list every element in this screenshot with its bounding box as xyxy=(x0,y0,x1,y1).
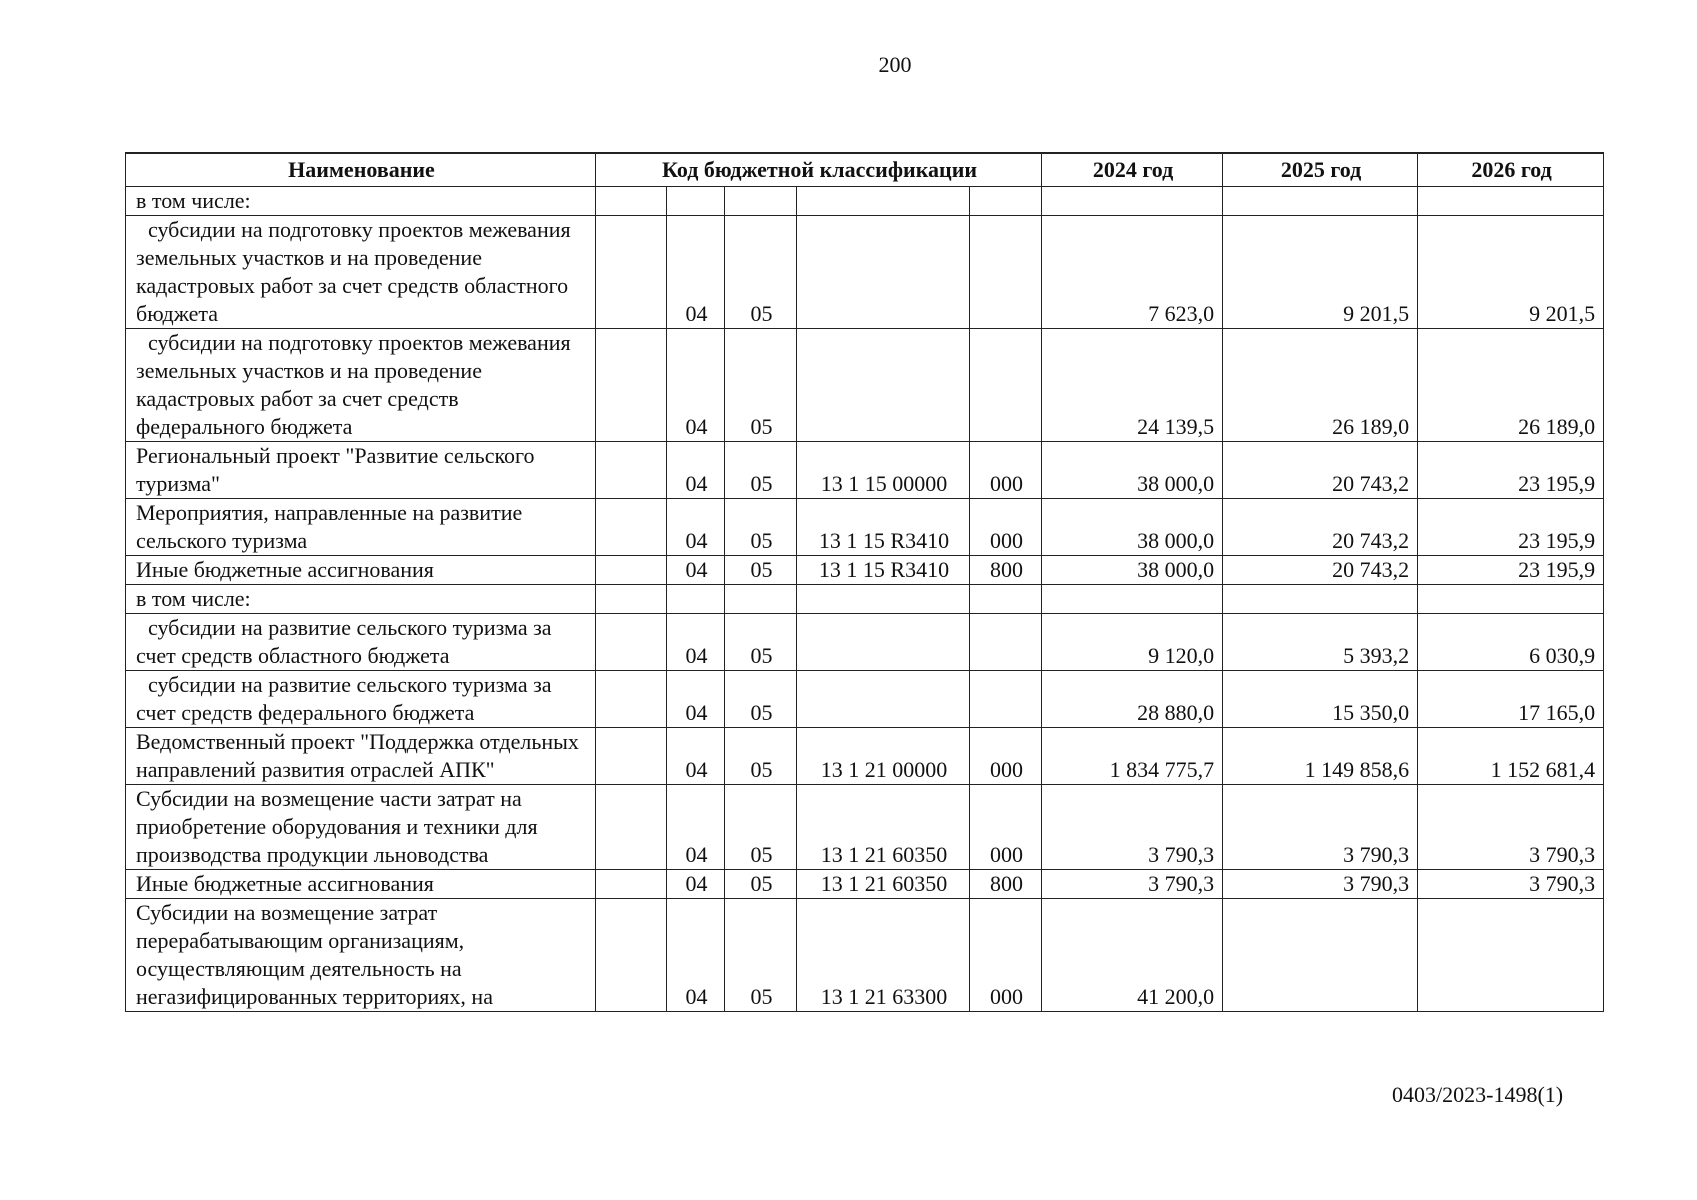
row-code-c4 xyxy=(797,187,970,216)
row-code-c2 xyxy=(667,585,725,614)
header-2026: 2026 год xyxy=(1418,153,1604,187)
header-2024: 2024 год xyxy=(1042,153,1223,187)
row-code-c3: 05 xyxy=(725,671,797,728)
row-value-2024: 28 880,0 xyxy=(1042,671,1223,728)
row-code-c2: 04 xyxy=(667,899,725,1012)
table-row xyxy=(126,899,1604,1012)
table-row xyxy=(126,216,1604,329)
row-code-c4 xyxy=(797,614,970,671)
row-value-2024: 38 000,0 xyxy=(1042,499,1223,556)
row-code-c1 xyxy=(596,585,667,614)
row-code-c4 xyxy=(797,329,970,442)
row-code-c5 xyxy=(970,216,1042,329)
row-code-c4 xyxy=(797,585,970,614)
table-row xyxy=(126,870,1604,899)
row-code-c5 xyxy=(970,329,1042,442)
table-row xyxy=(126,442,1604,499)
row-code-c5: 000 xyxy=(970,499,1042,556)
row-value-2024: 7 623,0 xyxy=(1042,216,1223,329)
row-value-2025: 20 743,2 xyxy=(1223,442,1418,499)
row-value-2024 xyxy=(1042,585,1223,614)
row-value-2025 xyxy=(1223,585,1418,614)
row-value-2024: 41 200,0 xyxy=(1042,899,1223,1012)
row-value-2026: 6 030,9 xyxy=(1418,614,1604,671)
row-code-c3: 05 xyxy=(725,899,797,1012)
row-value-2026: 17 165,0 xyxy=(1418,671,1604,728)
row-code-c5 xyxy=(970,187,1042,216)
row-code-c1 xyxy=(596,329,667,442)
row-value-2025 xyxy=(1223,899,1418,1012)
row-code-c5: 000 xyxy=(970,785,1042,870)
header-name: Наименование xyxy=(126,153,596,187)
row-code-c5 xyxy=(970,614,1042,671)
row-name-cell: Мероприятия, направленные на развитие сельского туризма xyxy=(126,499,596,556)
row-code-c1 xyxy=(596,187,667,216)
row-value-2025: 9 201,5 xyxy=(1223,216,1418,329)
row-code-c3: 05 xyxy=(725,556,797,585)
row-code-c5: 000 xyxy=(970,728,1042,785)
row-value-2026 xyxy=(1418,585,1604,614)
row-value-2024: 24 139,5 xyxy=(1042,329,1223,442)
row-code-c4: 13 1 21 63300 xyxy=(797,899,970,1012)
row-code-c1 xyxy=(596,785,667,870)
row-value-2025: 15 350,0 xyxy=(1223,671,1418,728)
document-number: 0403/2023-1498(1) xyxy=(1392,1082,1564,1107)
row-value-2026 xyxy=(1418,899,1604,1012)
row-code-c1 xyxy=(596,614,667,671)
row-code-c3 xyxy=(725,585,797,614)
row-name-cell: субсидии на развитие сельского туризма за счет средств федерального бюджета xyxy=(126,671,596,728)
row-code-c3: 05 xyxy=(725,216,797,329)
row-code-c5: 000 xyxy=(970,442,1042,499)
header-2025: 2025 год xyxy=(1223,153,1418,187)
row-code-c3 xyxy=(725,187,797,216)
row-code-c1 xyxy=(596,556,667,585)
row-value-2026: 3 790,3 xyxy=(1418,785,1604,870)
row-code-c2: 04 xyxy=(667,216,725,329)
row-name-cell: Иные бюджетные ассигнования xyxy=(126,556,596,585)
table-row xyxy=(126,585,1604,614)
row-code-c4: 13 1 21 60350 xyxy=(797,785,970,870)
row-code-c1 xyxy=(596,870,667,899)
row-code-c3: 05 xyxy=(725,614,797,671)
row-value-2026: 23 195,9 xyxy=(1418,499,1604,556)
page-number: 200 xyxy=(878,52,912,77)
row-code-c2: 04 xyxy=(667,329,725,442)
row-value-2025: 5 393,2 xyxy=(1223,614,1418,671)
table-row xyxy=(126,614,1604,671)
row-code-c4: 13 1 21 00000 xyxy=(797,728,970,785)
row-code-c1 xyxy=(596,216,667,329)
table-header-row xyxy=(126,153,1604,187)
row-name-cell: Ведомственный проект "Поддержка отдельных направлений развития отраслей АПК" xyxy=(126,728,596,785)
row-value-2026 xyxy=(1418,187,1604,216)
row-code-c2: 04 xyxy=(667,556,725,585)
row-code-c2: 04 xyxy=(667,870,725,899)
row-value-2024: 1 834 775,7 xyxy=(1042,728,1223,785)
row-value-2024: 9 120,0 xyxy=(1042,614,1223,671)
table-row xyxy=(126,329,1604,442)
row-code-c4: 13 1 15 R3410 xyxy=(797,556,970,585)
row-code-c3: 05 xyxy=(725,329,797,442)
table-row xyxy=(126,499,1604,556)
row-name-cell: субсидии на развитие сельского туризма за счет средств областного бюджета xyxy=(126,614,596,671)
row-code-c2: 04 xyxy=(667,785,725,870)
row-code-c4 xyxy=(797,671,970,728)
row-value-2026: 9 201,5 xyxy=(1418,216,1604,329)
row-code-c1 xyxy=(596,899,667,1012)
row-code-c3: 05 xyxy=(725,442,797,499)
row-code-c5: 800 xyxy=(970,556,1042,585)
row-value-2026: 1 152 681,4 xyxy=(1418,728,1604,785)
row-code-c1 xyxy=(596,442,667,499)
row-code-c4 xyxy=(797,216,970,329)
row-value-2025: 20 743,2 xyxy=(1223,499,1418,556)
row-value-2024: 3 790,3 xyxy=(1042,785,1223,870)
row-name-cell: в том числе: xyxy=(126,585,596,614)
row-code-c2: 04 xyxy=(667,614,725,671)
row-name-cell: Региональный проект "Развитие сельского туризма" xyxy=(126,442,596,499)
table-row xyxy=(126,785,1604,870)
row-name-cell: субсидии на подготовку проектов межевания земельных участков и на проведение кадастровых работ за счет средств областного бюджета xyxy=(126,216,596,329)
row-value-2026: 26 189,0 xyxy=(1418,329,1604,442)
row-value-2026: 23 195,9 xyxy=(1418,556,1604,585)
row-value-2025: 26 189,0 xyxy=(1223,329,1418,442)
row-code-c5 xyxy=(970,671,1042,728)
row-code-c2: 04 xyxy=(667,671,725,728)
table-row xyxy=(126,556,1604,585)
row-value-2024: 38 000,0 xyxy=(1042,556,1223,585)
row-code-c3: 05 xyxy=(725,785,797,870)
row-code-c5: 800 xyxy=(970,870,1042,899)
table-body xyxy=(126,187,1604,1012)
row-code-c2: 04 xyxy=(667,728,725,785)
row-name-cell: Иные бюджетные ассигнования xyxy=(126,870,596,899)
header-code: Код бюджетной классификации xyxy=(596,153,1042,187)
row-code-c2: 04 xyxy=(667,442,725,499)
row-code-c1 xyxy=(596,499,667,556)
row-value-2025: 20 743,2 xyxy=(1223,556,1418,585)
row-value-2024: 3 790,3 xyxy=(1042,870,1223,899)
row-name-cell: в том числе: xyxy=(126,187,596,216)
row-code-c2: 04 xyxy=(667,499,725,556)
row-name-cell: Субсидии на возмещение затрат перерабатывающим организациям, осуществляющим деятельность на негазифицированных территориях, на xyxy=(126,899,596,1012)
row-code-c4: 13 1 15 00000 xyxy=(797,442,970,499)
row-code-c1 xyxy=(596,671,667,728)
row-code-c1 xyxy=(596,728,667,785)
row-value-2025: 3 790,3 xyxy=(1223,870,1418,899)
row-code-c3: 05 xyxy=(725,499,797,556)
row-value-2024 xyxy=(1042,187,1223,216)
row-value-2025: 1 149 858,6 xyxy=(1223,728,1418,785)
row-name-cell: Субсидии на возмещение части затрат на приобретение оборудования и техники для производства продукции льноводства xyxy=(126,785,596,870)
row-code-c3: 05 xyxy=(725,728,797,785)
row-value-2026: 23 195,9 xyxy=(1418,442,1604,499)
table-row xyxy=(126,728,1604,785)
row-code-c5: 000 xyxy=(970,899,1042,1012)
table-row xyxy=(126,671,1604,728)
row-code-c4: 13 1 21 60350 xyxy=(797,870,970,899)
row-code-c4: 13 1 15 R3410 xyxy=(797,499,970,556)
row-value-2025: 3 790,3 xyxy=(1223,785,1418,870)
row-code-c5 xyxy=(970,585,1042,614)
row-code-c2 xyxy=(667,187,725,216)
table-row xyxy=(126,187,1604,216)
row-value-2025 xyxy=(1223,187,1418,216)
row-value-2026: 3 790,3 xyxy=(1418,870,1604,899)
row-value-2024: 38 000,0 xyxy=(1042,442,1223,499)
row-code-c3: 05 xyxy=(725,870,797,899)
budget-table xyxy=(125,152,1604,1012)
row-name-cell: субсидии на подготовку проектов межевания земельных участков и на проведение кадастровых работ за счет средств федерального бюджета xyxy=(126,329,596,442)
